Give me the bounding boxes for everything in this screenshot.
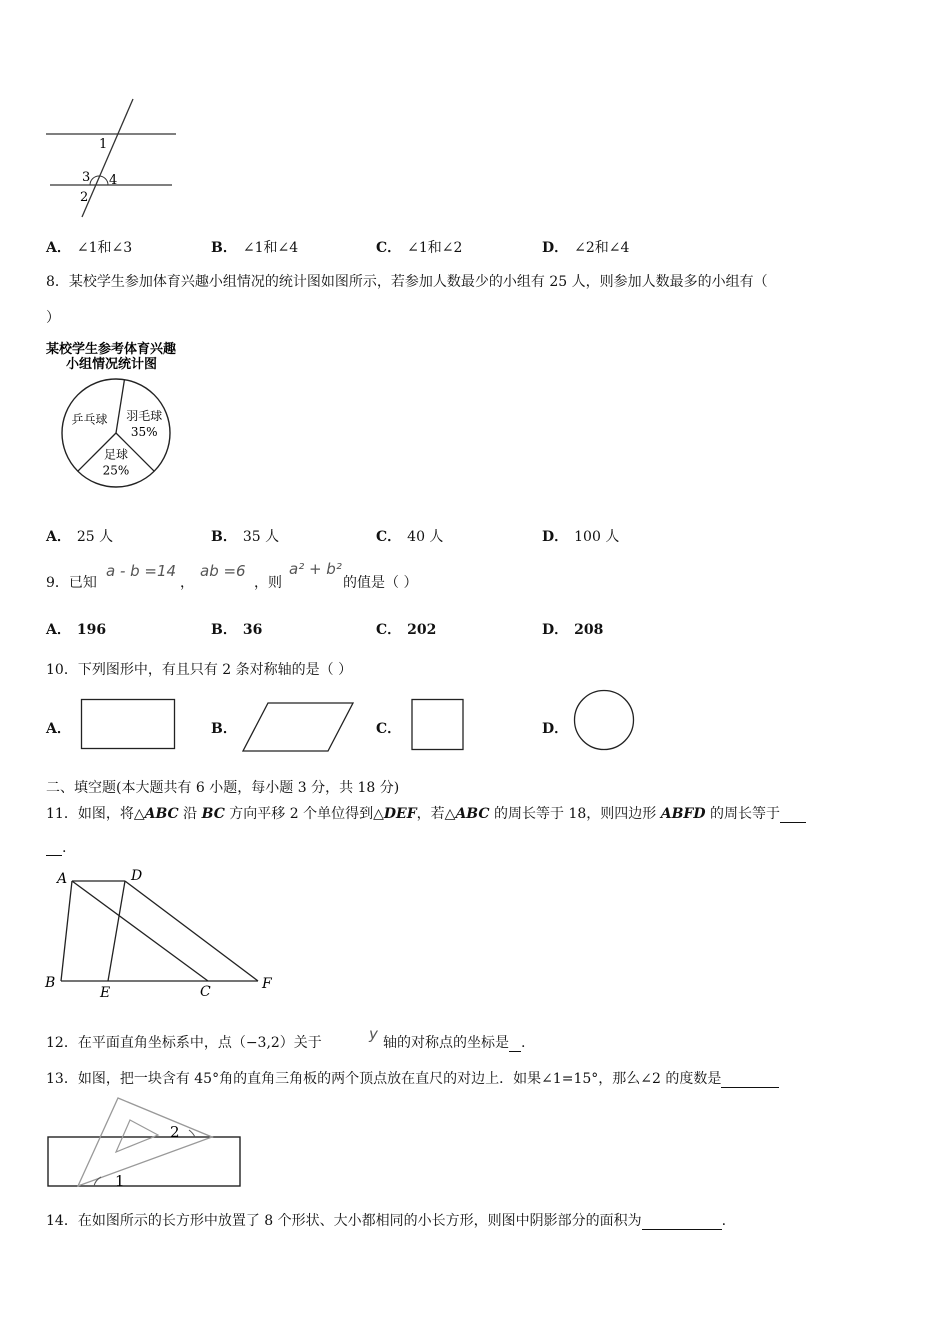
- q9-option-a[interactable]: A． 196: [46, 622, 107, 638]
- q12-stem-b: 轴的对称点的坐标是 .: [383, 1035, 526, 1051]
- q9-comma: ，: [180, 575, 194, 591]
- q11-answer-blank-2[interactable]: [46, 841, 62, 856]
- q14-stem: 14．在如图所示的长方形中放置了 8 个形状、大小都相同的小长方形，则图中阴影部分的面积为 .: [46, 1213, 727, 1229]
- pie-slice-value-2: 25%: [102, 463, 130, 478]
- q9-expr-2: ab =6: [200, 562, 246, 580]
- q11-label-b: B: [45, 975, 56, 991]
- q7-option-c[interactable]: C． ∠1和∠2: [376, 240, 463, 256]
- q9-option-c[interactable]: C． 202: [376, 622, 437, 638]
- q13-label-1: 1: [115, 1172, 125, 1190]
- q14-answer-blank[interactable]: [642, 1215, 722, 1230]
- chart-title-line-1: 某校学生参考体育兴趣: [46, 342, 177, 357]
- q9-option-d[interactable]: D． 208: [542, 622, 604, 638]
- pie-slice-label-0: 乒乓球: [71, 412, 108, 427]
- q8-option-a[interactable]: A． 25 人: [46, 529, 114, 545]
- q11-answer-line-2: .: [46, 840, 66, 856]
- q11-label-f: F: [262, 976, 272, 992]
- q8-option-b[interactable]: B． 35 人: [211, 529, 280, 545]
- q9-option-b[interactable]: B． 36: [211, 622, 263, 638]
- q13-figure: [44, 1094, 244, 1190]
- pie-slice-value-1: 35%: [130, 424, 158, 439]
- q7-label-3: 3: [82, 170, 91, 185]
- q9-then: ，则: [254, 575, 282, 591]
- q11-stem: 11．如图，将△ABC 沿 BC 方向平移 2 个单位得到△DEF，若△ABC 的周长等于 18，则四边形 ABFD 的周长等于: [46, 803, 806, 823]
- pie-slice-label-1: 羽毛球: [126, 408, 163, 423]
- q7-label-2: 2: [80, 190, 89, 205]
- chart-title-line-2: 小组情况统计图: [66, 357, 158, 372]
- section-2-heading: 二、填空题(本大题共有 6 小题，每小题 3 分，共 18 分): [46, 780, 400, 796]
- q11-label-c: C: [200, 984, 211, 1000]
- parallelogram-shape: [240, 700, 356, 754]
- q7-label-4: 4: [109, 173, 118, 188]
- circle-shape: [572, 688, 636, 752]
- q9-prefix: 9．已知: [46, 575, 97, 591]
- q11-label-e: E: [100, 985, 111, 1001]
- q7-option-d[interactable]: D． ∠2和∠4: [542, 240, 630, 256]
- q8-stem-end: ）: [46, 310, 60, 326]
- q8-option-c[interactable]: C． 40 人: [376, 529, 444, 545]
- q13-answer-blank[interactable]: [721, 1073, 779, 1088]
- q11-label-a: A: [57, 871, 68, 887]
- q9-expr-3: a² + b²: [289, 560, 342, 578]
- q12-var-y: y: [369, 1025, 378, 1043]
- q8-pie-chart: [44, 338, 204, 493]
- pie-slice-1-edge: [116, 380, 124, 433]
- q12-stem: 12．在平面直角坐标系中，点（−3,2）关于: [46, 1035, 322, 1051]
- square-shape: [410, 698, 466, 752]
- q7-figure: [40, 95, 190, 225]
- q13-stem: 13．如图，把一块含有 45°角的直角三角板的两个顶点放在直尺的对边上．如果∠1=15°，那么∠2 的度数是: [46, 1068, 779, 1088]
- q9-suffix: 的值是（ ）: [343, 575, 418, 591]
- q7-option-b[interactable]: B． ∠1和∠4: [211, 240, 299, 256]
- q10-option-c[interactable]: C．: [376, 721, 402, 737]
- q11-figure: [40, 860, 280, 1002]
- q8-option-d[interactable]: D． 100 人: [542, 529, 620, 545]
- q8-stem: 8．某校学生参加体育兴趣小组情况的统计图如图所示，若参加人数最少的小组有 25 人，则参加人数最多的小组有（: [46, 274, 768, 290]
- pie-group: [62, 379, 170, 487]
- q13-label-2: 2: [170, 1123, 180, 1141]
- q12-answer-blank[interactable]: [509, 1037, 521, 1052]
- pie-slice-label-2: 足球: [103, 447, 129, 462]
- q7-option-a[interactable]: A． ∠1和∠3: [46, 240, 133, 256]
- q11-label-d: D: [131, 868, 143, 884]
- rectangle-shape: [80, 698, 178, 752]
- q11-answer-blank-1[interactable]: [780, 808, 806, 823]
- q7-label-1: 1: [99, 137, 108, 152]
- q9-expr-1: a - b =14: [106, 562, 177, 580]
- q10-option-d[interactable]: D．: [542, 721, 569, 737]
- q10-option-a[interactable]: A．: [46, 721, 71, 737]
- q10-stem: 10．下列图形中，有且只有 2 条对称轴的是（ ）: [46, 662, 353, 678]
- q10-option-b[interactable]: B．: [211, 721, 237, 737]
